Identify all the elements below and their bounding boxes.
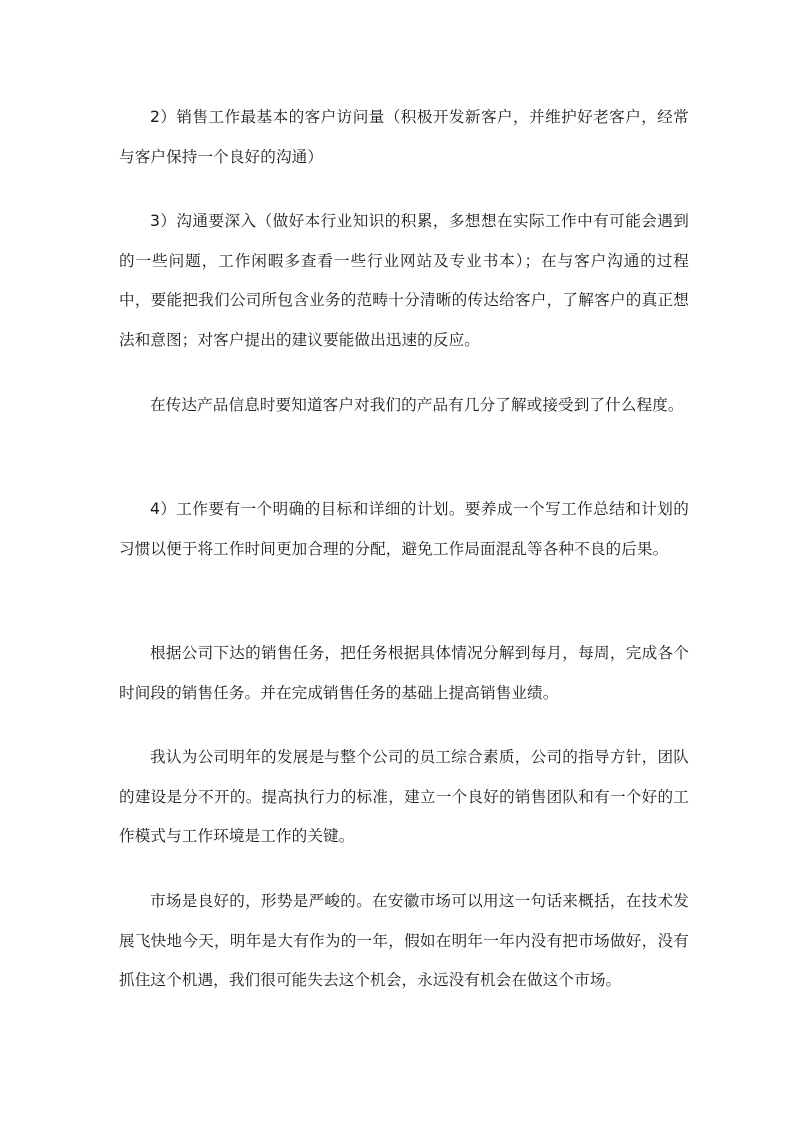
paragraph-product-info: 在传达产品信息时要知道客户对我们的产品有几分了解或接受到了什么程度。 [150, 396, 684, 414]
paragraph-goals-plan: 4）工作要有一个明确的目标和详细的计划。要养成一个写工作总结和计划的习惯以便于将工作时间更加合理的分配，避免工作局面混乱等各种不良的后果。 [119, 500, 689, 558]
paragraph-company-development: 我认为公司明年的发展是与整个公司的员工综合素质，公司的指导方针，团队的建设是分不开的。提高执行力的标准，建立一个良好的销售团队和有一个好的工作模式与工作环境是工作的关键。 [119, 748, 689, 845]
paragraph-deep-communication: 3）沟通要深入（做好本行业知识的积累，多想想在实际工作中有可能会遇到的一些问题，工作闲暇多查看一些行业网站及专业书本）；在与客户沟通的过程中，要能把我们公司所包含业务的范畴十分清晰的传达给客户，了解客户的真正想法和意图；对客户提出的建议要能做出迅速的反应。 [119, 212, 689, 349]
paragraph-market-outlook: 市场是良好的，形势是严峻的。在安徽市场可以用这一句话来概括，在技术发展飞快地今天，明年是大有作为的一年，假如在明年一年内没有把市场做好，没有抓住这个机遇，我们很可能失去这个机会，永远没有机会在做这个市场。 [119, 892, 689, 989]
paragraph-customer-visits: 2）销售工作最基本的客户访问量（积极开发新客户，并维护好老客户，经常与客户保持一个良好的沟通） [119, 108, 689, 166]
paragraph-sales-tasks: 根据公司下达的销售任务，把任务根据具体情况分解到每月，每周，完成各个时间段的销售任务。并在完成销售任务的基础上提高销售业绩。 [119, 644, 689, 702]
